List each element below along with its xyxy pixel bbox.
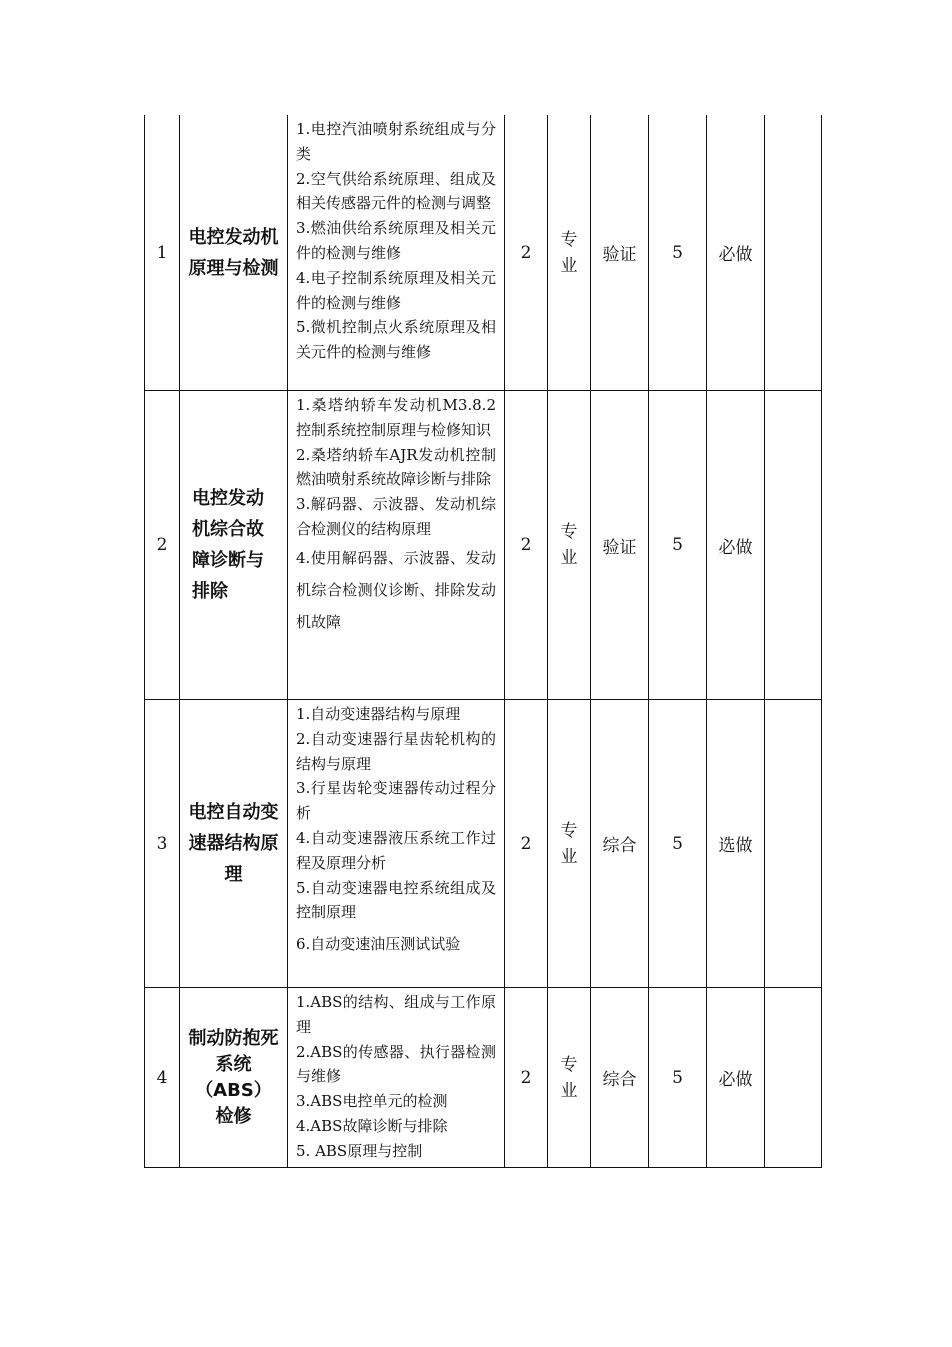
content-item: 5. ABS原理与控制	[296, 1141, 423, 1160]
category-cell: 验证	[591, 391, 649, 700]
hours-cell: 2	[505, 700, 548, 988]
table-row	[145, 391, 822, 700]
table-row	[145, 700, 822, 988]
hours-cell: 2	[505, 115, 548, 391]
table-row	[145, 988, 822, 1168]
experiment-name: 电控发动机原理与检测	[180, 115, 288, 391]
group-size-cell: 5	[649, 988, 707, 1168]
hours-cell: 2	[505, 988, 548, 1168]
table-row	[145, 115, 822, 391]
content-item: 5.微机控制点火系统原理及相关元件的检测与维修	[296, 318, 496, 362]
experiment-content	[288, 391, 505, 700]
remark-cell	[765, 988, 822, 1168]
group-size-cell: 5	[649, 115, 707, 391]
content-item: 1.ABS的结构、组成与工作原理	[296, 993, 496, 1036]
nature-cell	[548, 700, 591, 988]
requirement-cell: 必做	[707, 115, 765, 391]
content-item: 1.桑塔纳轿车发动机M3.8.2控制系统控制原理与检修知识	[296, 396, 496, 439]
category-cell: 验证	[591, 115, 649, 391]
content-item: 5.自动变速器电控系统组成及控制原理	[296, 878, 496, 922]
content-item: 4.使用解码器、示波器、发动机综合检测仪诊断、排除发动机故障	[296, 548, 496, 631]
requirement-cell: 必做	[707, 391, 765, 700]
content-item: 2.桑塔纳轿车AJR发动机控制燃油喷射系统故障诊断与排除	[296, 445, 496, 489]
nature-cell	[548, 115, 591, 391]
content-item: 3.行星齿轮变速器传动过程分析	[296, 779, 496, 823]
content-item: 3.ABS电控单元的检测	[296, 1092, 448, 1111]
experiment-content	[288, 700, 505, 988]
experiment-name: 电控发动机综合故障诊断与排除	[180, 391, 288, 700]
content-item: 2.空气供给系统原理、组成及相关传感器元件的检测与调整	[296, 169, 496, 213]
nature-text: 专业	[560, 820, 578, 867]
row-number: 2	[145, 391, 180, 700]
experiment-content	[288, 988, 505, 1168]
content-item: 3.解码器、示波器、发动机综合检测仪的结构原理	[296, 495, 496, 538]
content-item: 4.电子控制系统原理及相关元件的检测与维修	[296, 268, 496, 312]
content-item: 6.自动变速油压测试试验	[296, 935, 461, 954]
group-size-cell: 5	[649, 700, 707, 988]
content-item: 3.燃油供给系统原理及相关元件的检测与维修	[296, 219, 496, 262]
content-item: 4.自动变速器液压系统工作过程及原理分析	[296, 828, 496, 872]
requirement-cell: 必做	[707, 988, 765, 1168]
experiment-content	[288, 115, 505, 391]
row-number: 4	[145, 988, 180, 1168]
nature-text: 专业	[560, 229, 578, 276]
category-cell: 综合	[591, 988, 649, 1168]
row-number: 3	[145, 700, 180, 988]
content-item: 2.自动变速器行星齿轮机构的结构与原理	[296, 729, 496, 773]
experiment-name: 电控自动变速器结构原理	[180, 700, 288, 988]
remark-cell	[765, 391, 822, 700]
experiment-name: 制动防抱死系统（ABS）检修	[180, 988, 288, 1168]
remark-cell	[765, 115, 822, 391]
row-number: 1	[145, 115, 180, 391]
group-size-cell: 5	[649, 391, 707, 700]
content-item: 4.ABS故障诊断与排除	[296, 1116, 448, 1135]
content-item: 1.电控汽油喷射系统组成与分类	[296, 120, 496, 163]
nature-cell	[548, 391, 591, 700]
nature-text: 专业	[560, 1054, 578, 1101]
hours-cell: 2	[505, 391, 548, 700]
content-item: 2.ABS的传感器、执行器检测与维修	[296, 1042, 496, 1086]
nature-cell	[548, 988, 591, 1168]
experiment-table	[144, 115, 822, 1168]
requirement-cell: 选做	[707, 700, 765, 988]
remark-cell	[765, 700, 822, 988]
category-cell: 综合	[591, 700, 649, 988]
nature-text: 专业	[560, 522, 578, 568]
content-item: 1.自动变速器结构与原理	[296, 705, 461, 723]
